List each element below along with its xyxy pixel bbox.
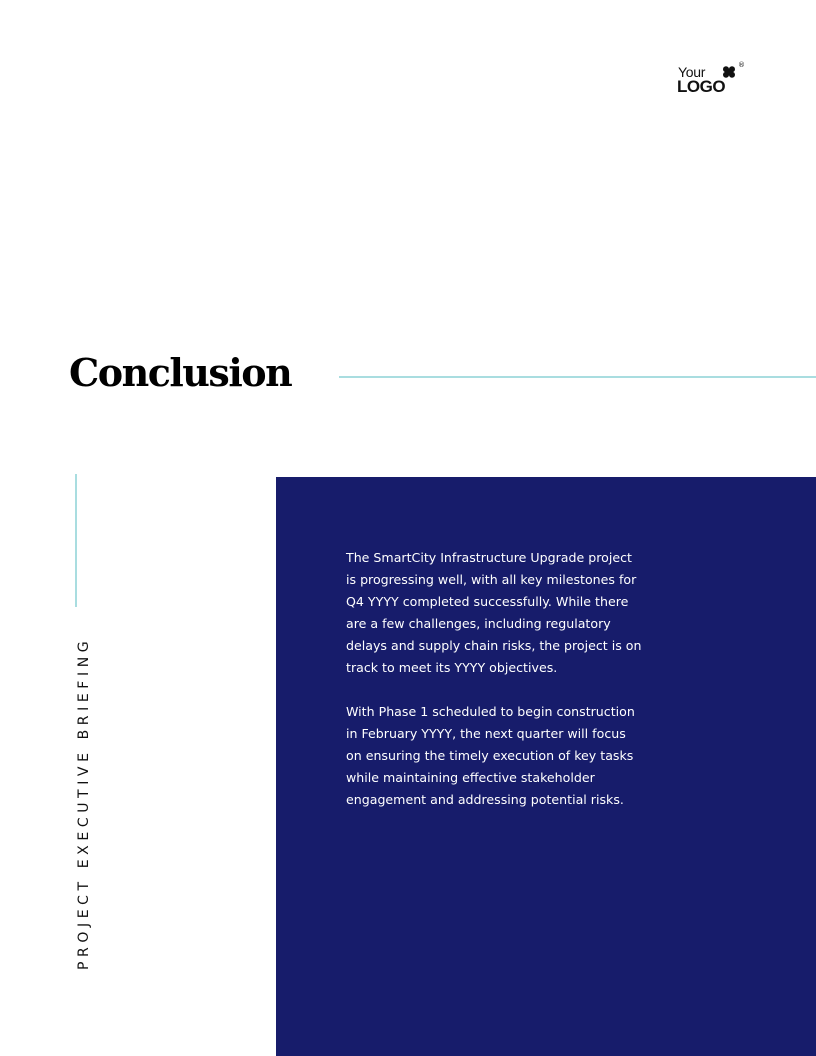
side-label: PROJECT EXECUTIVE BRIEFING xyxy=(76,636,92,970)
conclusion-panel xyxy=(276,477,816,1056)
text-line: while maintaining effective stakeholder xyxy=(346,770,595,785)
text-line: With Phase 1 scheduled to begin construction xyxy=(346,704,635,719)
page-title: Conclusion xyxy=(69,350,292,395)
text-line: on ensuring the timely execution of key tasks xyxy=(346,748,634,763)
text-line: delays and supply chain risks, the project is on xyxy=(346,638,642,653)
company-logo xyxy=(677,61,749,96)
paragraph-1 xyxy=(346,547,666,679)
registered-mark: ® xyxy=(738,61,745,69)
conclusion-text xyxy=(346,547,666,833)
text-line: The SmartCity Infrastructure Upgrade project xyxy=(346,550,632,565)
logo-text-your: Your xyxy=(678,64,706,80)
title-divider xyxy=(339,376,816,378)
text-line: Q4 YYYY completed successfully. While there xyxy=(346,594,629,609)
text-line: engagement and addressing potential risks. xyxy=(346,792,624,807)
text-line: in February YYYY, the next quarter will focus xyxy=(346,726,626,741)
side-divider xyxy=(75,474,77,607)
text-line: is progressing well, with all key milestones for xyxy=(346,572,637,587)
text-line: track to meet its YYYY objectives. xyxy=(346,660,558,675)
paragraph-2 xyxy=(346,701,666,811)
logo-text-logo: LOGO xyxy=(677,77,726,96)
text-line: are a few challenges, including regulatory xyxy=(346,616,611,631)
